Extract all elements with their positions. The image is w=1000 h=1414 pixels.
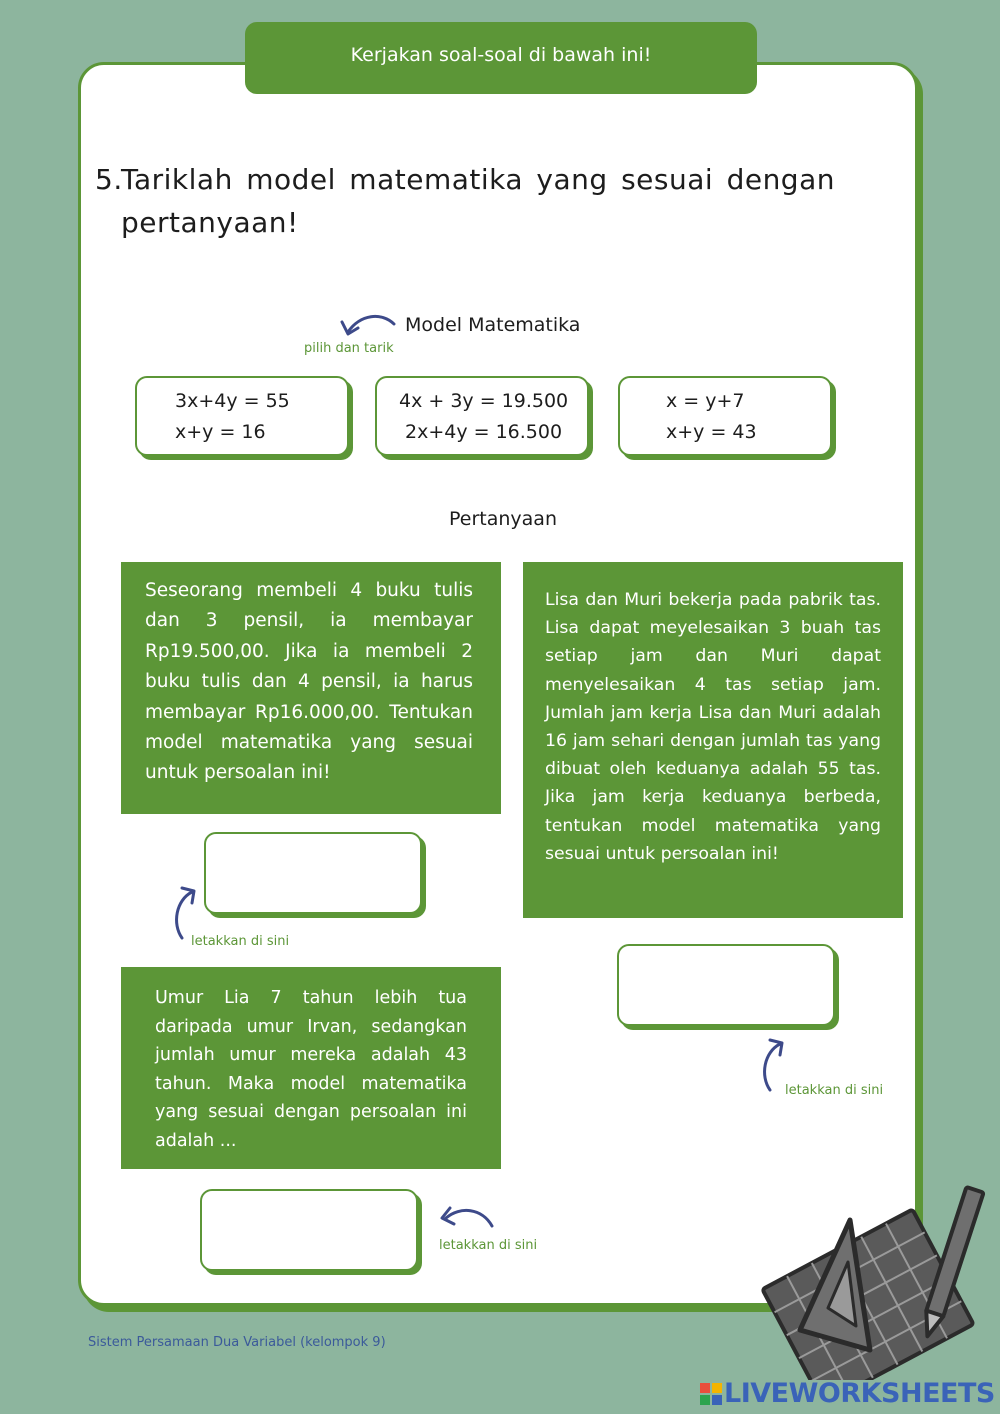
model-equation: 3x+4y = 55 <box>175 390 290 412</box>
footer-caption: Sistem Persamaan Dua Variabel (kelompok 9) <box>88 1335 386 1350</box>
model-equation: 2x+4y = 16.500 <box>405 421 563 443</box>
liveworksheets-badge-icon <box>700 1383 722 1405</box>
drop-hint-1: letakkan di sini <box>191 934 290 949</box>
problem-card-3: Umur Lia 7 tahun lebih tua daripada umur Irvan, sedangkan jumlah umur mereka adalah 43 tahun. Maka model matematika yang sesuai dengan persoalan ini adalah ... <box>121 967 501 1169</box>
header-instruction: Kerjakan soal-soal di bawah ini! <box>245 22 757 94</box>
drop-hint-2: letakkan di sini <box>785 1083 884 1098</box>
model-equation: x+y = 43 <box>666 421 757 443</box>
model-equation: x = y+7 <box>666 390 745 412</box>
liveworksheets-logo <box>700 1378 995 1409</box>
drop-hint-3: letakkan di sini <box>439 1238 538 1253</box>
models-title: Model Matematika <box>405 314 581 336</box>
problem-card-1: Seseorang membeli 4 buku tulis dan 3 pensil, ia membayar Rp19.500,00. Jika ia membeli 2 buku tulis dan 4 pensil, ia harus membayar Rp16.000,00. Tentukan model matematika yang sesuai untuk persoalan ini! <box>121 562 501 814</box>
curved-arrow-icon <box>338 310 398 342</box>
question-text: Tariklah model matematika yang sesuai dengan pertanyaan! <box>121 163 835 239</box>
problem-card-2: Lisa dan Muri bekerja pada pabrik tas. Lisa dapat meyelesaikan 3 buah tas setiap jam dan Muri dapat menyelesaikan 4 tas setiap jam. Jumlah jam kerja Lisa dan Muri adalah 16 jam sehari dengan jumlah tas yang dibuat oleh keduanya adalah 55 tas. Jika jam kerja keduanya berbeda, tentukan model matematika yang sesuai untuk persoalan ini! <box>523 562 903 918</box>
grid-paper-ruler-pencil-icon <box>760 1180 990 1380</box>
drop-zone-2[interactable] <box>617 944 835 1026</box>
drop-zone-3[interactable] <box>200 1189 418 1271</box>
liveworksheets-brand: LIVEWORKSHEETS <box>724 1378 995 1409</box>
question-title <box>95 158 835 244</box>
drag-hint: pilih dan tarik <box>304 341 394 356</box>
model-equation: 4x + 3y = 19.500 <box>399 390 569 412</box>
model-equation: x+y = 16 <box>175 421 266 443</box>
model-card-2[interactable] <box>375 376 589 456</box>
curved-arrow-icon <box>436 1204 496 1236</box>
model-card-1[interactable] <box>135 376 349 456</box>
model-card-3[interactable] <box>618 376 832 456</box>
question-number: 5. <box>95 163 123 196</box>
questions-title: Pertanyaan <box>449 508 557 530</box>
drop-zone-1[interactable] <box>204 832 422 914</box>
